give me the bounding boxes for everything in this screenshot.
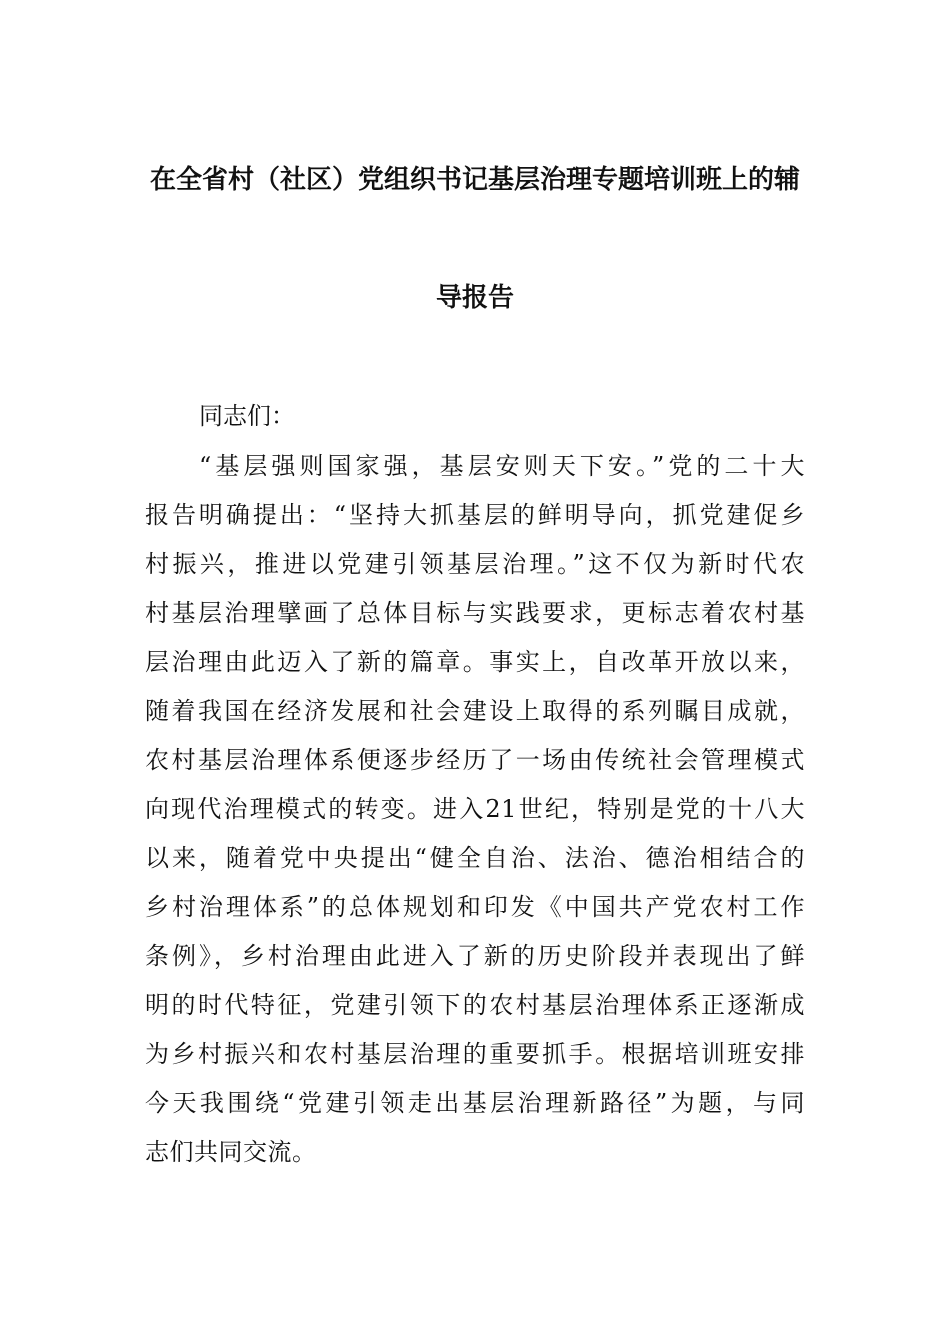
paragraph-line: 报告明确提出：“坚持大抓基层的鲜明导向，抓党建促乡: [145, 501, 805, 529]
salutation: 同志们：: [199, 402, 295, 430]
paragraph-line: 以来，随着党中央提出“健全自治、法治、德治相结合的: [145, 844, 805, 872]
paragraph-line: 随着我国在经济发展和社会建设上取得的系列瞩目成就，: [145, 697, 805, 725]
paragraph-line: 层治理由此迈入了新的篇章。事实上，自改革开放以来，: [145, 648, 805, 676]
paragraph-line: 条例》，乡村治理由此进入了新的历史阶段并表现出了鲜: [145, 942, 805, 970]
paragraph-line: “基层强则国家强，基层安则天下安。”党的二十大: [199, 452, 805, 480]
document-title-line-1: 在全省村（社区）党组织书记基层治理专题培训班上的辅: [149, 165, 800, 195]
paragraph-line: 农村基层治理体系便逐步经历了一场由传统社会管理模式: [145, 746, 805, 774]
paragraph-line: 明的时代特征，党建引领下的农村基层治理体系正逐渐成: [145, 991, 805, 1019]
paragraph-line: 向现代治理模式的转变。进入21世纪，特别是党的十八大: [145, 795, 805, 823]
paragraph-line: 村基层治理擘画了总体目标与实践要求，更标志着农村基: [145, 599, 805, 627]
paragraph-line: 为乡村振兴和农村基层治理的重要抓手。根据培训班安排: [145, 1040, 805, 1068]
paragraph-line: 村振兴，推进以党建引领基层治理。”这不仅为新时代农: [145, 550, 805, 578]
document-title-line-2: 导报告: [435, 283, 514, 313]
paragraph-line: 乡村治理体系”的总体规划和印发《中国共产党农村工作: [145, 893, 805, 921]
body-paragraph: [145, 448, 805, 1183]
paragraph-line: 今天我围绕“党建引领走出基层治理新路径”为题，与同: [145, 1089, 805, 1117]
paragraph-line: 志们共同交流。: [145, 1138, 317, 1166]
